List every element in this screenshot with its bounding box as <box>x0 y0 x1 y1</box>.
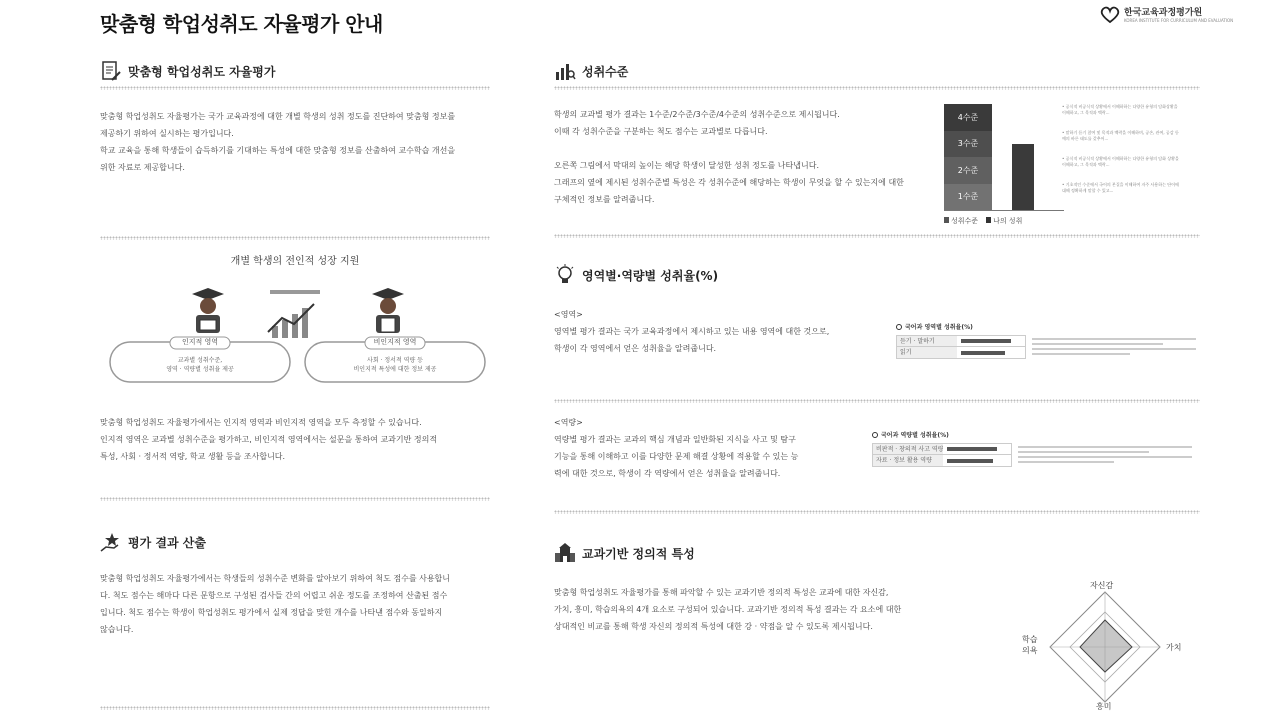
growth-title: 개별 학생의 전인적 성장 지원 <box>230 256 360 267</box>
section-title: 맞춤형 학업성취도 자율평가 <box>128 64 276 79</box>
lightbulb-icon <box>554 264 576 286</box>
graduate-student-icon <box>192 288 224 333</box>
section-title: 교과기반 정의적 특성 <box>582 546 695 561</box>
dotted-divider <box>100 497 490 501</box>
level-3: 3수준 <box>944 131 992 158</box>
section-header-results <box>100 531 206 553</box>
intro-paragraph: 맞춤형 학업성취도 자율평가는 국가 교육과정에 대한 개별 학생의 성취 정도를 진단하여 맞춤형 정보를 제공하기 위하여 실시하는 평가입니다. 학교 교육을 통해 학생들이 습득하기를 기대하는 특성에 대한 맞춤형 정보를 산출하여 교수학습 개선을 위한 자료로 제공합니다. <box>100 112 456 172</box>
area-paragraph: <영역> 영역별 평가 결과는 국가 교육과정에서 제시하고 있는 내용 영역에 대한 것으로, 학생이 각 영역에서 얻은 성취율을 알려줍니다. <box>554 310 830 353</box>
cognitive-label: 인지적 영역 <box>181 338 219 346</box>
competency-card-title: 국어과 역량별 성취율(%) <box>881 432 949 439</box>
results-paragraph: 맞춤형 학업성취도 자율평가에서는 학생들의 성취수준 변화를 알아보기 위하여 척도 점수를 사용합니 다. 척도 점수는 해마다 다른 문항으로 구성된 검사들 간의 어렵고 쉬운 정도를 조정하여 산출된 점수 입니다. 척도 점수는 학생이 학업성취도 평가에서 실제 정답을 맞힌 개수를 나타낸 점수와 동일하지 않습니다. <box>100 574 451 634</box>
document-pen-icon <box>100 60 122 82</box>
section-header-rates <box>554 264 718 286</box>
section-title: 평가 결과 산출 <box>128 535 206 550</box>
page-title: 맞춤형 학업성취도 자율평가 안내 <box>100 12 383 36</box>
dotted-divider <box>100 706 490 710</box>
radar-chart <box>1040 582 1170 712</box>
radar-label-interest: 흥미 <box>1096 702 1112 711</box>
affective-paragraph: 맞춤형 학업성취도 자율평가를 통해 파악할 수 있는 교과기반 정의적 특성은 교과에 대한 자신감, 가치, 흥미, 학습의욕의 4개 요소로 구성되어 있습니다. 교과기반 정의적 특성 결과는 각 요소에 대한 상대적인 비교를 통해 학생 자신의 정의적 특성에 대한 강 · 약점을 알 수 있도록 제시됩니다. <box>554 588 902 631</box>
section-header-affective <box>554 542 695 564</box>
section-header-achievement <box>554 60 628 82</box>
lightbulb-icon <box>896 324 902 330</box>
logo <box>1100 6 1233 24</box>
logo-sub: KOREA INSTITUTE FOR CURRICULUM AND EVALUATION <box>1124 17 1234 23</box>
domains-paragraph: 맞춤형 학업성취도 자율평가에서는 인지적 영역과 비인지적 영역을 모두 측정할 수 있습니다. 인지적 영역은 교과별 성취수준을 평가하고, 비인지적 영역에서는 설문을 통하여 교과기반 정의적 특성, 사회 · 정서적 역량, 학교 생활 등을 조사합니다. <box>100 418 438 461</box>
logo-name: 한국교육과정평가원 <box>1124 7 1203 18</box>
dotted-divider <box>554 234 1200 238</box>
section-header-assessment <box>100 60 275 82</box>
level-descriptions: • 공식적 비공식적 상황에서 이해하하는 다양한 유형의 담화상황을 이해하고, 그 목적과 맥락... • 말하기 듣기 참여 및 목적과 맥락을 이해하며, 공손, 관여, 공감 등 예의 바른 태도를 갖추어... • 공식적 비공식적 상황에서 이해하하는 다양한 유형의 담화 상황을 이해하고, 그 목적과 맥락... • 기초적인 수준에서 국어의 본질을 이해하여 자주 사용하는 단어에 대해 정확하게 말할 수 있고... <box>1062 104 1179 193</box>
dotted-divider <box>100 86 490 90</box>
lightbulb-icon <box>872 432 878 438</box>
cognitive-desc: 교과별 성취수준, 영역 · 역량별 성취율 제공 <box>166 357 234 373</box>
school-building-icon <box>554 542 576 564</box>
noncognitive-desc: 사회 · 정서적 역량 등 비인지적 특성에 대한 정보 제공 <box>353 357 437 373</box>
graduate-student-icon <box>372 288 404 333</box>
dotted-divider <box>554 86 1200 90</box>
section-title: 성취수준 <box>582 64 629 79</box>
hand-star-icon <box>100 531 122 553</box>
dotted-divider <box>554 510 1200 514</box>
radar-label-value: 가치 <box>1166 643 1182 652</box>
my-achievement-bar <box>1012 144 1034 210</box>
growth-illustration <box>100 282 490 392</box>
radar-label-motivation: 학습 의욕 <box>1022 635 1038 655</box>
heart-logo-icon <box>1100 6 1120 24</box>
section-title: 영역별·역량별 성취율(%) <box>582 268 719 283</box>
chart-legend: 성취수준 나의 성취 <box>944 216 1022 226</box>
level-1: 1수준 <box>944 184 992 211</box>
level-2: 2수준 <box>944 157 992 184</box>
level-4: 4수준 <box>944 104 992 131</box>
area-rate-card: 국어과 영역별 성취율(%) 듣기 · 말하기 읽기 <box>896 322 1196 376</box>
radar-label-confidence: 자신감 <box>1090 581 1114 590</box>
area-card-title: 국어과 영역별 성취율(%) <box>905 324 973 331</box>
dotted-divider <box>554 399 1200 403</box>
chart-baseline <box>944 210 1064 211</box>
level-bar <box>944 104 992 210</box>
bar-chart-magnifier-icon <box>554 60 576 82</box>
growth-chart-icon <box>268 290 320 338</box>
competency-rate-card: 국어과 역량별 성취율(%) 비판적 · 창의적 사고 역량 자료 · 정보 활용 역량 <box>872 430 1192 480</box>
dotted-divider <box>100 236 490 240</box>
competency-paragraph: <역량> 역량별 평가 결과는 교과의 핵심 개념과 일반화된 지식을 사고 및 탐구 기능을 통해 이해하고 이를 다양한 문제 해결 상황에 적용할 수 있는 능 력에 대한 것으로, 학생이 각 역량에서 얻은 성취율을 알려줍니다. <box>554 418 799 478</box>
achievement-paragraph: 학생의 교과별 평가 결과는 1수준/2수준/3수준/4수준의 성취수준으로 제시됩니다. 이때 각 성취수준을 구분하는 척도 점수는 교과별로 다릅니다. 오른쪽 그림에서 막대의 높이는 해당 학생이 달성한 성취 정도를 나타냅니다. 그래프의 옆에 제시된 성취수준별 특성은 각 성취수준에 해당하는 학생이 무엇을 할 수 있는지에 대한 구체적인 정보를 알려줍니다. <box>554 110 904 204</box>
radar-student-area <box>1080 620 1132 672</box>
noncognitive-label: 비인지적 영역 <box>373 338 417 346</box>
